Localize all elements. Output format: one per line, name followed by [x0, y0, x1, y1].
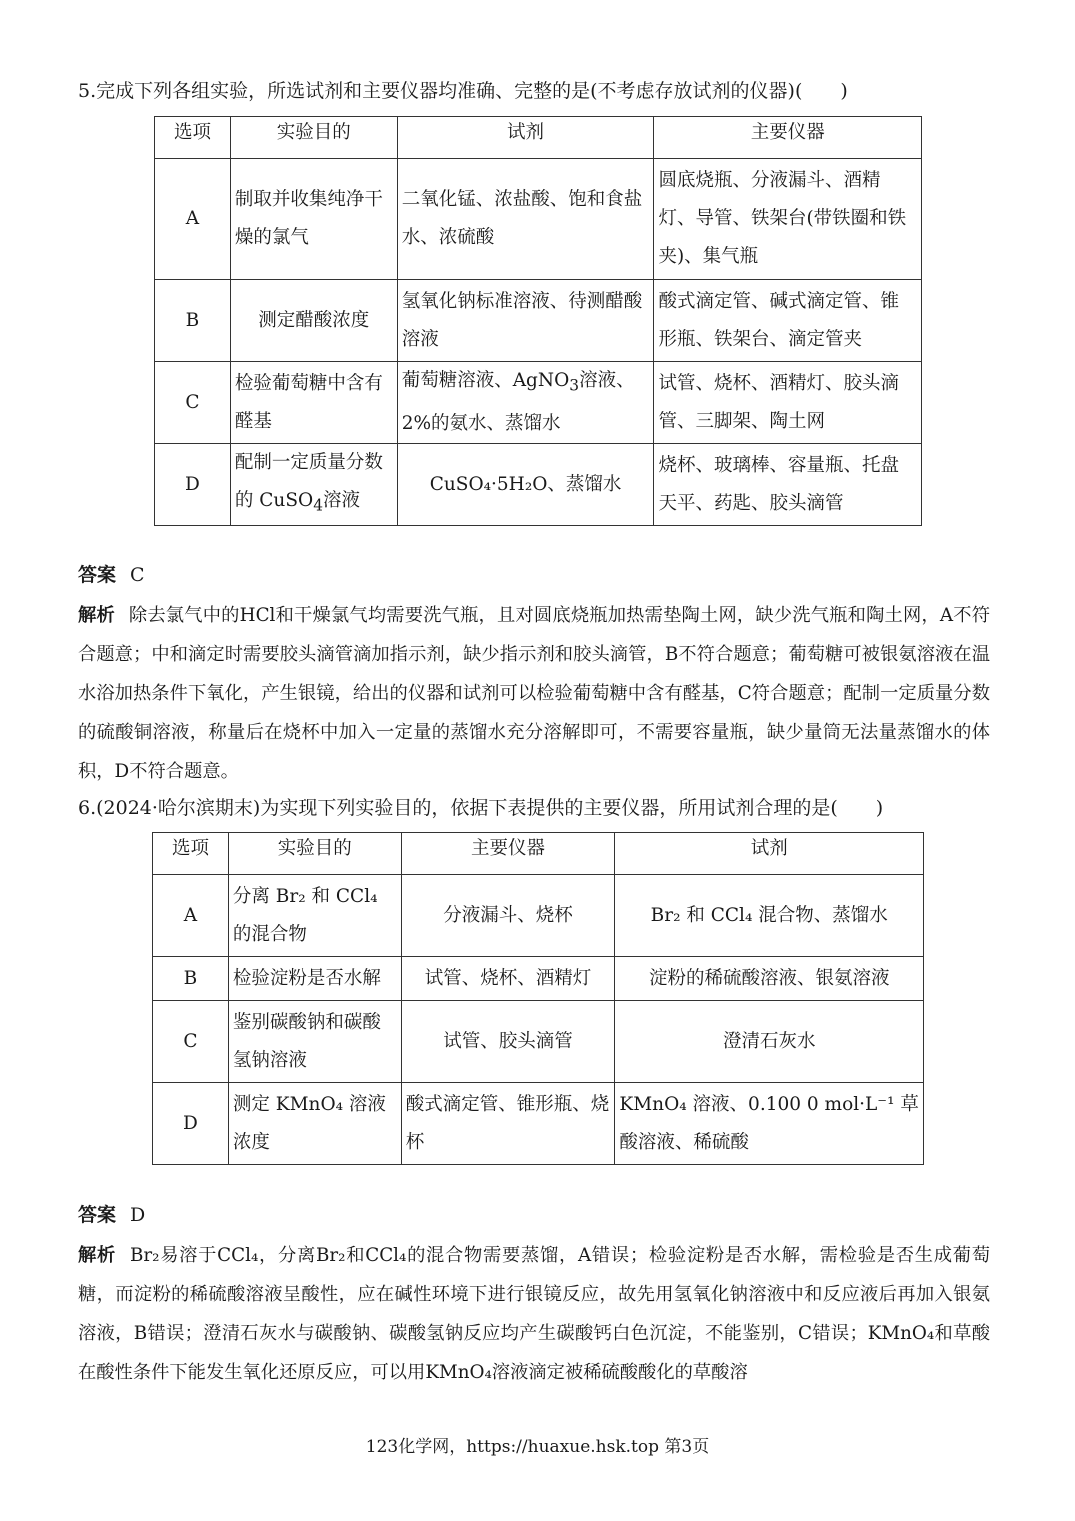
q5-header-option: 选项 [155, 117, 231, 159]
q6-option: B [153, 957, 229, 1001]
q5-header-reagent: 试剂 [397, 117, 654, 159]
q6-instrument: 试管、胶头滴管 [401, 1001, 615, 1083]
q5-reagent: 氢氧化钠标准溶液、待测醋酸溶液 [397, 280, 654, 362]
q6-answer-value: D [130, 1204, 146, 1226]
q6-answer [78, 1202, 145, 1228]
q5-purpose-subscript: 4 [313, 496, 323, 515]
q5-stem: 5.完成下列各组实验，所选试剂和主要仪器均准确、完整的是(不考虑存放试剂的仪器)( ) [78, 80, 848, 102]
q5-analysis [78, 596, 990, 791]
q6-instrument: 酸式滴定管、锥形瓶、烧杯 [401, 1083, 615, 1165]
q5-option: D [155, 444, 231, 526]
q6-purpose: 分离 Br₂ 和 CCl₄ 的混合物 [228, 875, 401, 957]
q6-header-option: 选项 [153, 833, 229, 875]
q5-reagent [397, 362, 654, 444]
q5-instrument: 圆底烧瓶、分液漏斗、酒精灯、导管、铁架台(带铁圈和铁夹)、集气瓶 [654, 159, 922, 280]
q5-purpose: 制取并收集纯净干燥的氯气 [230, 159, 397, 280]
q5-answer-label: 答案 [78, 564, 117, 586]
q5-row-d [155, 444, 922, 526]
q6-header-purpose: 实验目的 [228, 833, 401, 875]
q6-header-instrument: 主要仪器 [401, 833, 615, 875]
q5-purpose: 测定醋酸浓度 [230, 280, 397, 362]
q5-table [154, 116, 922, 526]
q6-reagent: KMnO₄ 溶液、0.100 0 mol·L⁻¹ 草酸溶液、稀硫酸 [615, 1083, 924, 1165]
q6-reagent: 澄清石灰水 [615, 1001, 924, 1083]
q5-reagent: CuSO₄·5H₂O、蒸馏水 [397, 444, 654, 526]
q6-analysis [78, 1236, 990, 1392]
q6-answer-label: 答案 [78, 1204, 117, 1226]
q5-analysis-text: 除去氯气中的HCl和干燥氯气均需要洗气瓶，且对圆底烧瓶加热需垫陶土网，缺少洗气瓶和陶土网，A不符合题意；中和滴定时需要胶头滴管滴加指示剂，缺少指示剂和胶头滴管，B不符合题意；葡萄糖可被银氨溶液在温水浴加热条件下氧化，产生银镜，给出的仪器和试剂可以检验葡萄糖中含有醛基，C符合题意；配制一定质量分数的硫酸铜溶液，称量后在烧杯中加入一定量的蒸馏水充分溶解即可，不需要容量瓶，缺少量筒无法量蒸馏水的体积，D不符合题意。 [78, 605, 990, 782]
q5-reagent-part: 溶液、2%的氨水、蒸馏水 [401, 370, 635, 434]
q6-analysis-text: Br₂易溶于CCl₄，分离Br₂和CCl₄的混合物需要蒸馏，A错误；检验淀粉是否水解，需检验是否生成葡萄糖，而淀粉的稀硫酸溶液呈酸性，应在碱性环境下进行银镜反应，故先用氢氧化钠溶液中和反应液后再加入银氨溶液，B错误；澄清石灰水与碳酸钠、碳酸氢钠反应均产生碳酸钙白色沉淀，不能鉴别，C错误；KMnO₄和草酸在酸性条件下能发生氧化还原反应，可以用KMnO₄溶液滴定被稀硫酸酸化的草酸溶 [78, 1245, 990, 1383]
q5-purpose-part: 配制一定质量分数的 CuSO [234, 452, 383, 512]
q5-row-c [155, 362, 922, 444]
q6-reagent: Br₂ 和 CCl₄ 混合物、蒸馏水 [615, 875, 924, 957]
q5-header-row [155, 117, 922, 159]
q5-answer [78, 562, 145, 588]
q6-reagent: 淀粉的稀硫酸溶液、银氨溶液 [615, 957, 924, 1001]
q6-analysis-label: 解析 [78, 1245, 116, 1266]
q5-reagent-subscript: 3 [569, 376, 580, 395]
q6-table [152, 832, 924, 1165]
q6-instrument: 试管、烧杯、酒精灯 [401, 957, 615, 1001]
q5-option: C [155, 362, 231, 444]
q5-analysis-label: 解析 [78, 605, 115, 626]
q6-row-d [153, 1083, 924, 1165]
q6-purpose: 鉴别碳酸钠和碳酸氢钠溶液 [228, 1001, 401, 1083]
q6-header-reagent: 试剂 [615, 833, 924, 875]
q6-row-a [153, 875, 924, 957]
q6-option: D [153, 1083, 229, 1165]
q6-option: C [153, 1001, 229, 1083]
q5-instrument: 酸式滴定管、碱式滴定管、锥形瓶、铁架台、滴定管夹 [654, 280, 922, 362]
q5-purpose-part: 溶液 [323, 490, 361, 512]
q5-option: A [155, 159, 231, 280]
q5-row-a [155, 159, 922, 280]
q6-instrument: 分液漏斗、烧杯 [401, 875, 615, 957]
q6-purpose: 检验淀粉是否水解 [228, 957, 401, 1001]
q6-header-row [153, 833, 924, 875]
q5-option: B [155, 280, 231, 362]
q5-row-b [155, 280, 922, 362]
q5-purpose: 检验葡萄糖中含有醛基 [230, 362, 397, 444]
q5-header-instrument: 主要仪器 [654, 117, 922, 159]
q5-instrument: 试管、烧杯、酒精灯、胶头滴管、三脚架、陶土网 [654, 362, 922, 444]
q5-reagent: 二氧化锰、浓盐酸、饱和食盐水、浓硫酸 [397, 159, 654, 280]
q5-answer-value: C [130, 564, 145, 586]
q6-option: A [153, 875, 229, 957]
q5-purpose [230, 444, 397, 526]
q5-instrument: 烧杯、玻璃棒、容量瓶、托盘天平、药匙、胶头滴管 [654, 444, 922, 526]
q6-stem: 6.(2024·哈尔滨期末)为实现下列实验目的，依据下表提供的主要仪器，所用试剂合理的是( ) [78, 797, 884, 819]
q6-row-c [153, 1001, 924, 1083]
q6-row-b [153, 957, 924, 1001]
page-footer: 123化学网，https://huaxue.hsk.top 第3页 [365, 1437, 710, 1457]
q5-header-purpose: 实验目的 [230, 117, 397, 159]
q5-reagent-part: 葡萄糖溶液、AgNO [401, 370, 570, 392]
q6-purpose: 测定 KMnO₄ 溶液浓度 [228, 1083, 401, 1165]
